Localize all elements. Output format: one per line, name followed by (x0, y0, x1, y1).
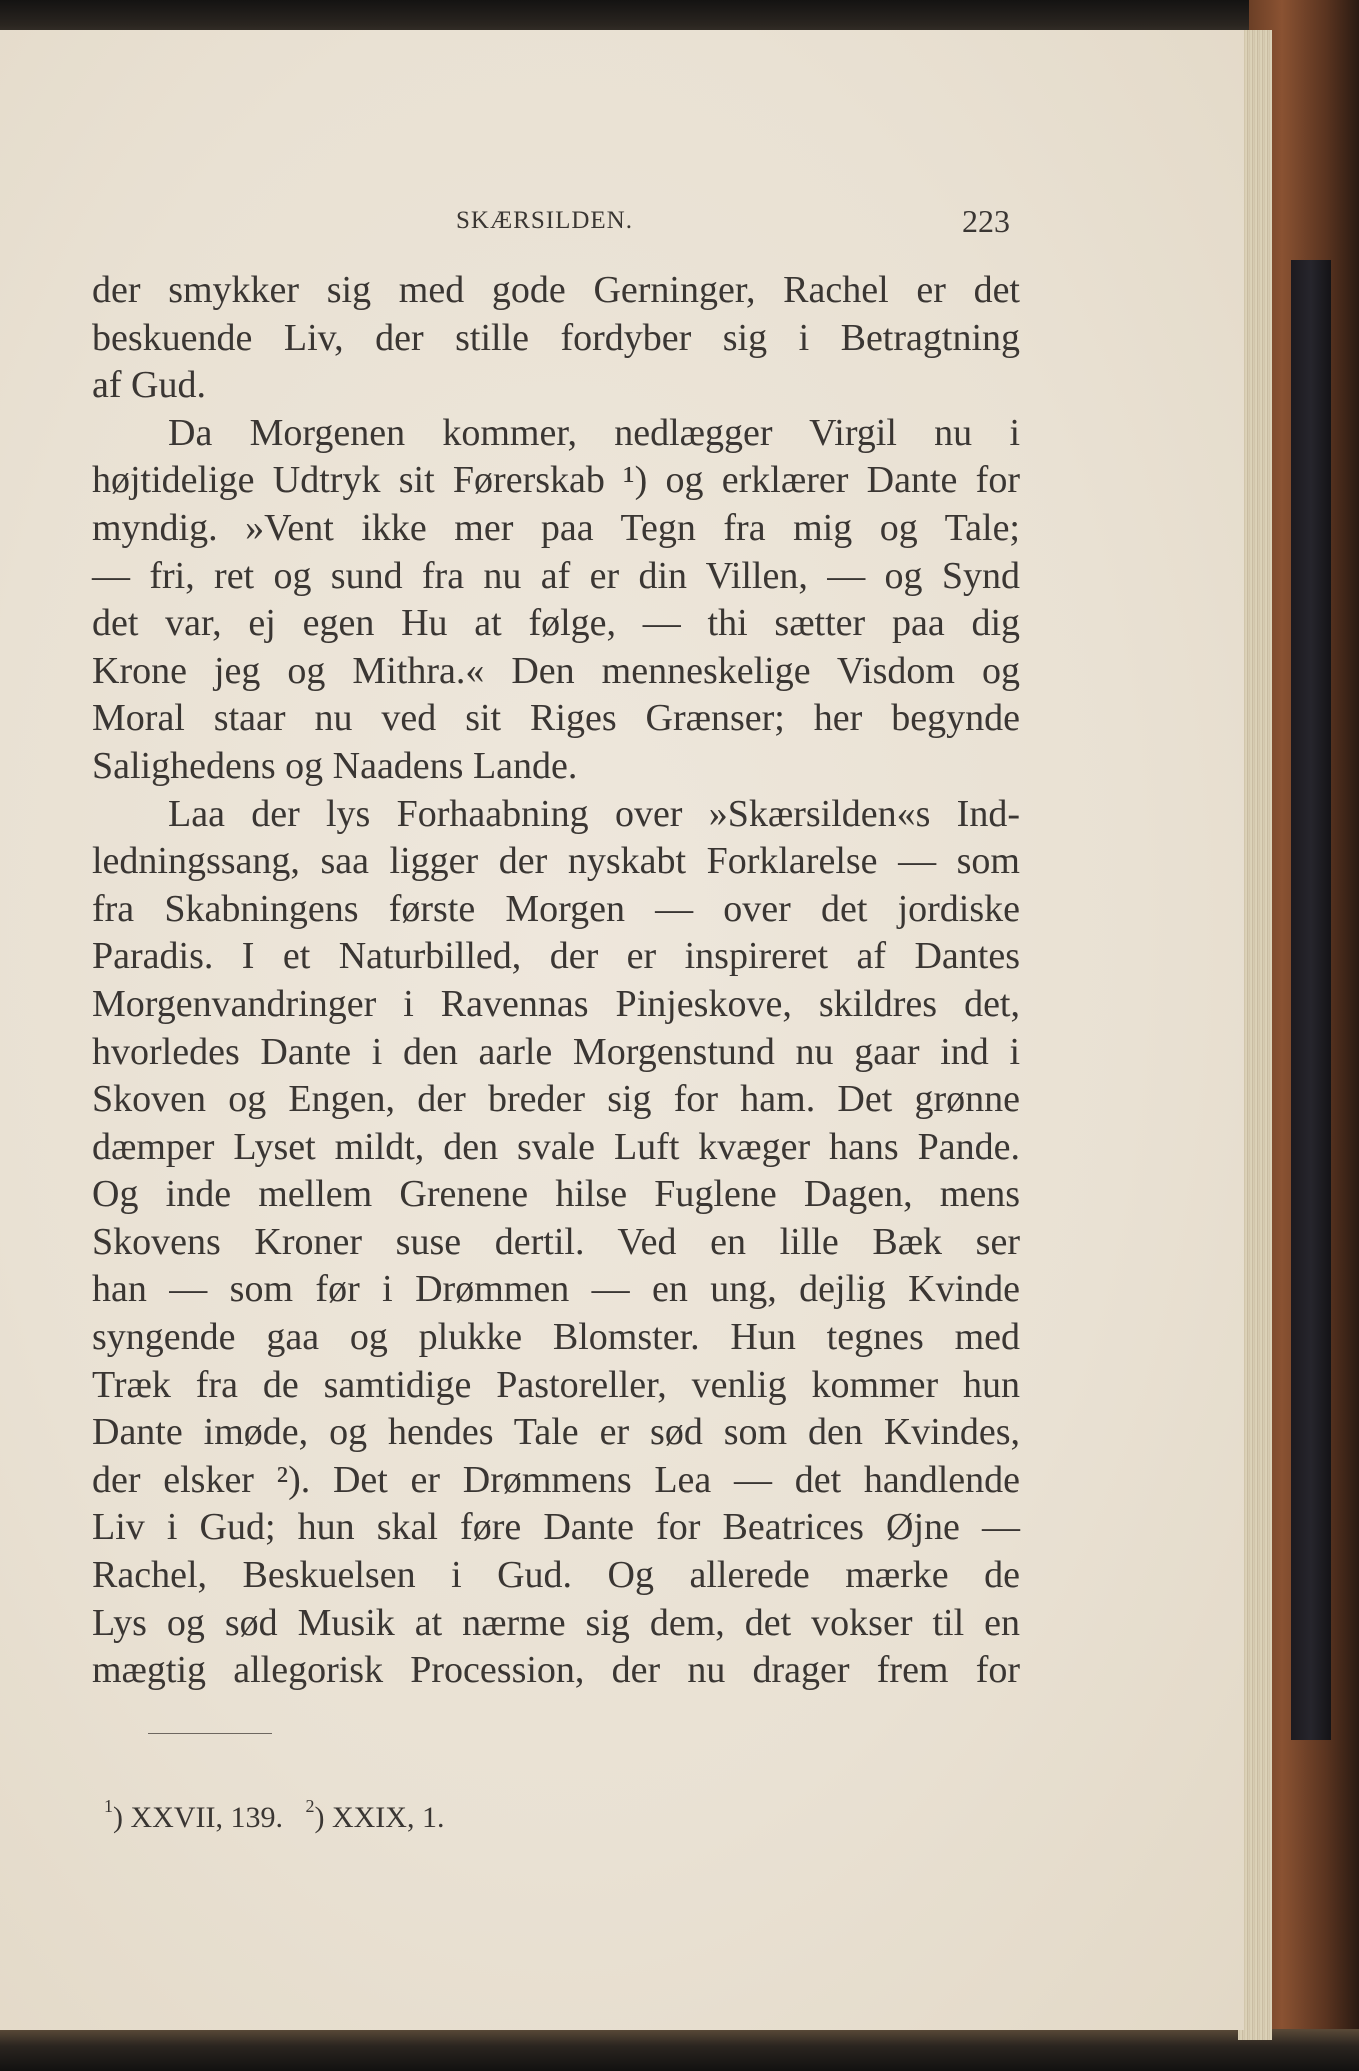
footnote-2: ) XXIX, 1. (314, 1801, 445, 1834)
text-line: Træk fra de samtidige Pastoreller, venlig kommer hun (92, 1363, 1020, 1406)
text-line: Skoven og Engen, der breder sig for ham. Det grønne (92, 1078, 1020, 1121)
text-line: syngende gaa og plukke Blomster. Hun tegnes med (92, 1316, 1020, 1359)
text-line: Krone jeg og Mithra.« Den menneskelige Visdom og (92, 649, 1020, 692)
footnote-1: ) XXVII, 139. (113, 1801, 283, 1834)
text-line: Salighedens og Naadens Lande. (92, 744, 578, 787)
footnote-marker: 2 (305, 1796, 315, 1816)
text-line: Dante imøde, og hendes Tale er sød som den Kvindes, (92, 1411, 1020, 1454)
text-line: myndig. »Vent ikke mer paa Tegn fra mig og Tale; (92, 506, 1020, 549)
text-line: højtidelige Udtryk sit Førerskab ¹) og erklærer Dante for (92, 459, 1020, 502)
running-head: SKÆRSILDEN. (456, 207, 633, 234)
text-line: Moral staar nu ved sit Riges Grænser; her begynde (92, 697, 1020, 740)
text-line: Rachel, Beskuelsen i Gud. Og allerede mærke de (92, 1554, 1020, 1597)
body-text (92, 267, 1020, 1695)
text-line: fra Skabningens første Morgen — over det jordiske (92, 887, 1020, 930)
text-line: dæmper Lyset mildt, den svale Luft kvæger hans Pande. (92, 1125, 1020, 1168)
page-number: 223 (962, 203, 1010, 239)
text-line: hvorledes Dante i den aarle Morgenstund nu gaar ind i (92, 1030, 1020, 1073)
footnote-marker: 1 (104, 1796, 113, 1816)
text-line: — fri, ret og sund fra nu af er din Villen, — og Synd (92, 554, 1020, 597)
text-line: det var, ej egen Hu at følge, — thi sætter paa dig (92, 602, 1020, 645)
text-line: han — som før i Drømmen — en ung, dejlig Kvinde (92, 1268, 1020, 1311)
text-line: Lys og sød Musik at nærme sig dem, det vokser til en (92, 1601, 1020, 1644)
text-line: mægtig allegorisk Procession, der nu drager frem for (92, 1649, 1020, 1692)
book-cover-strip (1291, 260, 1331, 1740)
text-line: der elsker ²). Det er Drømmens Lea — det handlende (92, 1458, 1020, 1501)
text-line: der smykker sig med gode Gerninger, Rachel er det (92, 269, 1020, 311)
page-header (0, 177, 1244, 237)
text-line: Da Morgenen kommer, nedlægger Virgil nu i (168, 411, 1020, 454)
text-line: ledningssang, saa ligger der nyskabt Forklarelse — som (92, 840, 1020, 883)
text-line: beskuende Liv, der stille fordyber sig i Betragtning (92, 316, 1020, 359)
text-line: Paradis. I et Naturbilled, der er inspireret af Dantes (92, 935, 1020, 978)
text-line: af Gud. (92, 364, 206, 407)
footnote-rule (148, 1733, 272, 1734)
text-line: Og inde mellem Grenene hilse Fuglene Dagen, mens (92, 1173, 1020, 1216)
text-line: Skovens Kroner suse dertil. Ved en lille Bæk ser (92, 1220, 1020, 1263)
text-line: Liv i Gud; hun skal føre Dante for Beatrices Øjne — (92, 1506, 1020, 1549)
text-line: Morgenvandringer i Ravennas Pinjeskove, skildres det, (92, 982, 1020, 1025)
text-line: Laa der lys Forhaabning over »Skærsilden«s Ind- (168, 792, 1020, 835)
footnotes (104, 1796, 445, 1835)
book-page (0, 30, 1244, 2030)
book-bottom-edge (0, 2029, 1359, 2071)
